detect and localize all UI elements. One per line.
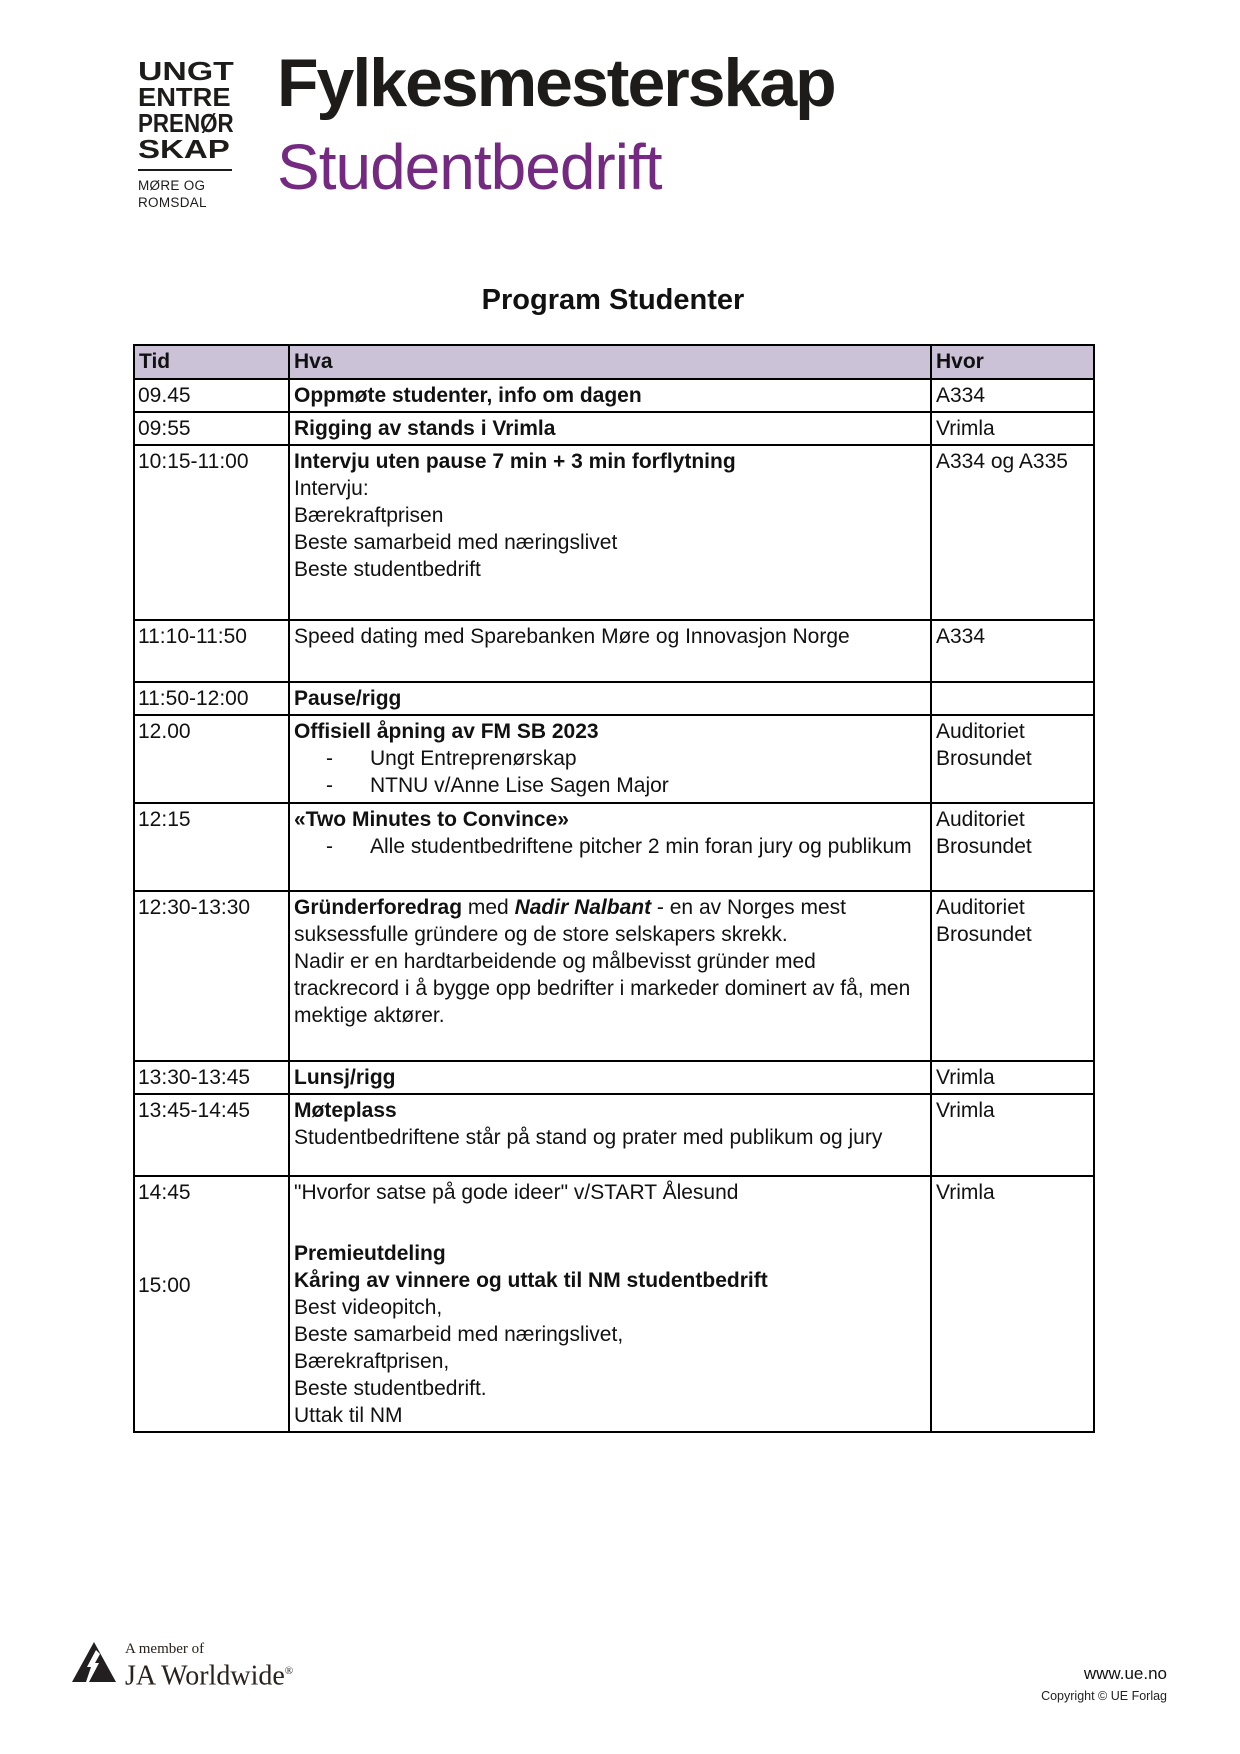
ja-worldwide-logo	[72, 1641, 293, 1690]
time-cell: 13:45-14:45	[134, 1094, 289, 1176]
location-cell: Vrimla	[931, 1176, 1094, 1432]
location-cell: Vrimla	[931, 1061, 1094, 1094]
ue-logo-word: SKAP	[138, 134, 230, 164]
activity-cell: Intervju uten pause 7 min + 3 min forflytning Intervju: Bærekraftprisen Beste samarbeid med næringslivet Beste studentbedrift	[289, 445, 931, 620]
ue-logo	[138, 58, 234, 211]
program-table	[133, 344, 1095, 1433]
table-row	[134, 891, 1094, 1061]
activity-cell: «Two Minutes to Convince» - Alle studentbedriftene pitcher 2 min foran jury og publikum	[289, 803, 931, 891]
column-header-hvor: Hvor	[931, 345, 1094, 379]
location-cell: Auditoriet Brosundet	[931, 803, 1094, 891]
time-cell: 12:15	[134, 803, 289, 891]
time-cell: 11:50-12:00	[134, 682, 289, 715]
table-row	[134, 715, 1094, 803]
location-cell: Auditoriet Brosundet	[931, 891, 1094, 1061]
time-cell: 10:15-11:00	[134, 445, 289, 620]
activity-cell: Lunsj/rigg	[289, 1061, 931, 1094]
ue-logo-word: PRENØR	[138, 108, 234, 138]
time-cell: 14:45 15:00	[134, 1176, 289, 1432]
registered-mark: ®	[284, 1665, 294, 1677]
table-row	[134, 1061, 1094, 1094]
time-cell: 09:55	[134, 412, 289, 445]
activity-cell: Pause/rigg	[289, 682, 931, 715]
table-row	[134, 412, 1094, 445]
table-row	[134, 1176, 1094, 1432]
column-header-hva: Hva	[289, 345, 931, 379]
activity-cell: Offisiell åpning av FM SB 2023 - Ungt Entreprenørskap - NTNU v/Anne Lise Sagen Major	[289, 715, 931, 803]
document-title: Fylkesmesterskap	[277, 45, 835, 121]
ue-logo-word: ENTRE	[138, 82, 231, 112]
location-cell: A334 og A335	[931, 445, 1094, 620]
location-cell: A334	[931, 379, 1094, 412]
time-cell: 09.45	[134, 379, 289, 412]
page-title: Program Studenter	[481, 284, 745, 316]
table-row	[134, 620, 1094, 682]
logo-region-line: MØRE OG	[138, 178, 206, 193]
activity-cell: Speed dating med Sparebanken Møre og Innovasjon Norge	[289, 620, 931, 682]
table-header-row	[134, 345, 1094, 379]
footer-right	[1041, 1664, 1167, 1704]
ja-triangle-icon	[72, 1641, 116, 1683]
table-row	[134, 803, 1094, 891]
table-row	[134, 445, 1094, 620]
logo-region-line: ROMSDAL	[138, 195, 207, 210]
ja-worldwide-text	[125, 1641, 293, 1690]
location-cell	[931, 682, 1094, 715]
time-cell: 12.00	[134, 715, 289, 803]
time-cell: 13:30-13:45	[134, 1061, 289, 1094]
logo-divider	[138, 169, 232, 171]
activity-cell: Oppmøte studenter, info om dagen	[289, 379, 931, 412]
location-cell: Vrimla	[931, 1094, 1094, 1176]
table-body	[134, 379, 1094, 1432]
table-row	[134, 379, 1094, 412]
location-cell: Vrimla	[931, 412, 1094, 445]
ja-member-of: A member of	[125, 1641, 205, 1657]
footer-url: www.ue.no	[1083, 1664, 1167, 1683]
activity-cell: Møteplass Studentbedriftene står på stand og prater med publikum og jury	[289, 1094, 931, 1176]
ja-worldwide-name: JA Worldwide®	[125, 1660, 294, 1692]
time-cell: 11:10-11:50	[134, 620, 289, 682]
table-row	[134, 682, 1094, 715]
time-cell: 12:30-13:30	[134, 891, 289, 1061]
activity-cell: Rigging av stands i Vrimla	[289, 412, 931, 445]
column-header-tid: Tid	[134, 345, 289, 379]
activity-cell: "Hvorfor satse på gode ideer" v/START Ålesund Premieutdeling Kåring av vinnere og uttak til NM studentbedrift Best videopitch, Beste samarbeid med næringslivet, Bærekraftprisen, Beste studentbedrift. Uttak til NM	[289, 1176, 931, 1432]
location-cell: Auditoriet Brosundet	[931, 715, 1094, 803]
logo-region	[138, 177, 234, 211]
footer-copyright: Copyright © UE Forlag	[1041, 1689, 1167, 1703]
document-subtitle: Studentbedrift	[277, 131, 662, 203]
ue-logo-word: UNGT	[138, 56, 234, 86]
location-cell: A334	[931, 620, 1094, 682]
activity-cell: Gründerforedrag med Nadir Nalbant - en av Norges mest suksessfulle gründere og de store selskapers skrekk. Nadir er en hardtarbeidende og målbevisst gründer med trackrecord i å bygge opp bedrifter i markeder dominert av få, men mektige aktører.	[289, 891, 931, 1061]
table-row	[134, 1094, 1094, 1176]
